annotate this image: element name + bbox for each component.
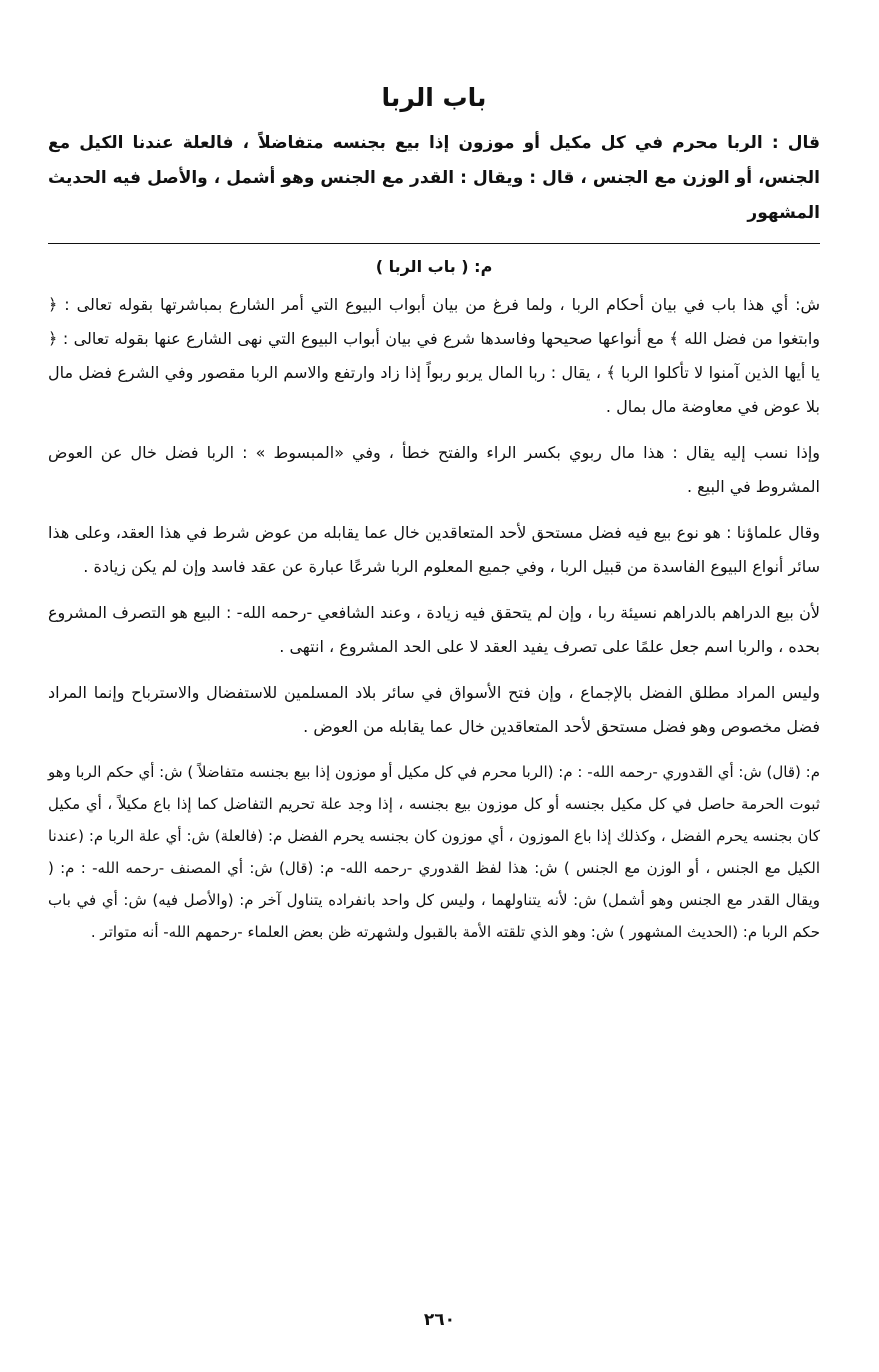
matn-text: قال : الربا محرم في كل مكيل أو موزون إذا بيع بجنسه متفاضلاً ، فالعلة عندنا الكيل مع الجنس، أو الوزن مع الجنس ، قال : ويقال : القدر مع الجنس وهو أشمل ، والأصل فيه الحديث المشهور — [48, 133, 820, 223]
commentary-paragraph-1: ش: أي هذا باب في بيان أحكام الربا ، ولما فرغ من بيان أبواب البيوع التي أمر الشارع بمباشرتها بقوله تعالى : ﴿ وابتغوا من فضل الله ﴾ مع أنواعها صحيحها وفاسدها شرع في بيان أبواب البيوع التي نهى الشارع عنها بقوله تعالى : ﴿ يا أيها الذين آمنوا لا تأكلوا الربا ﴾ ، يقال : ربا المال يربو ربواً إذا زاد وارتفع والاسم الربا مقصور وفي الشرع فضل مال بلا عوض في معاوضة مال بمال . — [48, 295, 820, 416]
commentary-paragraph-4: لأن بيع الدراهم بالدراهم نسيئة ربا ، وإن لم يتحقق فيه زيادة ، وعند الشافعي -رحمه الله- : البيع هو التصرف المشروع بحده ، والربا اسم جعل علمًا على تصرف يفيد العقد لا على الحد المشروع ، انتهى . — [48, 603, 820, 656]
separator-rule — [48, 243, 820, 244]
chapter-title: باب الربا — [381, 83, 487, 112]
page-number: ٢٦٠ — [423, 1310, 456, 1330]
commentary-paragraph-3: وقال علماؤنا : هو نوع بيع فيه فضل مستحق لأحد المتعاقدين خال عما يقابله من عوض شرط في هذا العقد، وعلى هذا سائر أنواع البيوع الفاسدة من قبيل الربا ، وفي جميع المعلوم الربا شرعًا عبارة عن عقد فاسد وإن لم يكن زيادة . — [48, 523, 820, 576]
commentary-heading: م: ( باب الربا ) — [375, 257, 493, 276]
book-page — [48, 80, 820, 960]
commentary-paragraph-5: وليس المراد مطلق الفضل بالإجماع ، وإن فتح الأسواق في سائر بلاد المسلمين للاستفضال والاسترباح وإنما المراد فضل مخصوص وهو فضل مستحق لأحد المتعاقدين خال عما يقابله من العوض . — [48, 683, 820, 736]
commentary-paragraph-6: م: (قال) ش: أي القدوري -رحمه الله- : م: (الربا محرم في كل مكيل أو موزون إذا بيع بجنسه متفاضلاً ) ش: أي حكم الربا وهو ثبوت الحرمة حاصل في كل مكيل بجنسه أو كل موزون بيع بجنسه ، إذا وجد علة تحريم التفاضل كما إذا باع مكيلاً ، أي مكيل كان بجنسه يحرم الفضل ، وكذلك إذا باع الموزون ، أي موزون كان بجنسه يحرم الفضل م: (فالعلة) ش: أي علة الربا م: (عندنا الكيل مع الجنس ، أو الوزن مع الجنس ) ش: هذا لفظ القدوري -رحمه الله- م: (قال) ش: أي المصنف -رحمه الله- : م: ( ويقال القدر مع الجنس وهو أشمل) ش: لأنه يتناولهما ، وليس كل واحد بانفراده يتناول آخر م: (والأصل فيه) ش: أي في باب حكم الربا م: (الحديث المشهور ) ش: وهو الذي تلقته الأمة بالقبول ولشهرته ظن بعض العلماء -رحمهم الله- أنه متواتر . — [48, 763, 820, 941]
commentary-paragraph-2: وإذا نسب إليه يقال : هذا مال ربوي بكسر الراء والفتح خطأ ، وفي «المبسوط » : الربا فضل خال عن العوض المشروط في البيع . — [48, 443, 820, 496]
